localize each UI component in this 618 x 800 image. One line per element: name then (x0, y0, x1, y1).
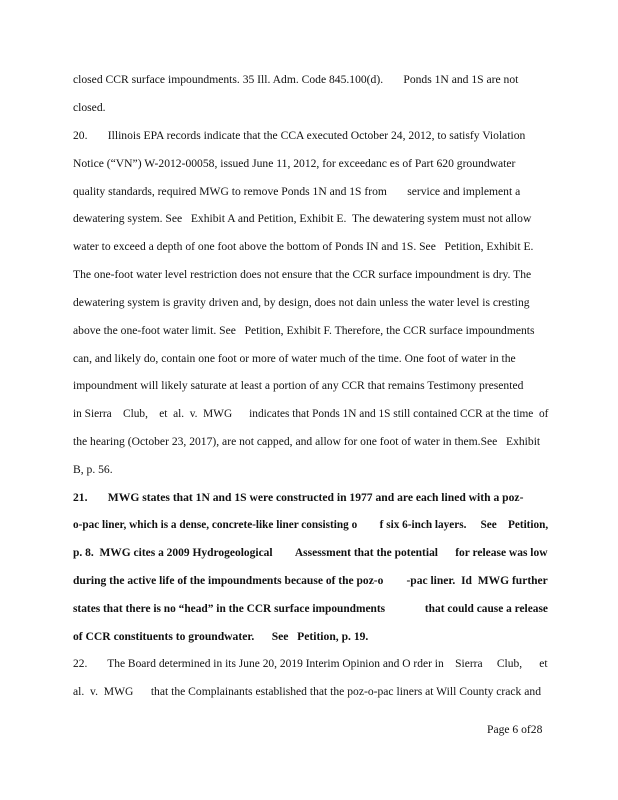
text-line: B, p. 56. (73, 463, 113, 476)
text-line: 22. The Board determined in its June 20, 2019 Interim Opinion and O rder in Sierra Club, et (73, 657, 548, 670)
text-line: closed. (73, 101, 106, 114)
text-line: Notice (“VN”) W-2012-00058, issued June 11, 2012, for exceedanc es of Part 620 groundwater (73, 157, 516, 170)
text-line: closed CCR surface impoundments. 35 Ill. Adm. Code 845.100(d). Ponds 1N and 1S are not (73, 73, 519, 86)
text-line: quality standards, required MWG to remove Ponds 1N and 1S from service and implement a (73, 185, 521, 198)
text-line: 21. MWG states that 1N and 1S were constructed in 1977 and are each lined with a poz- (73, 491, 524, 504)
text-line: can, and likely do, contain one foot or more of water much of the time. One foot of water in the (73, 352, 516, 365)
text-line: water to exceed a depth of one foot above the bottom of Ponds IN and 1S. See Petition, Exhibit E. (73, 240, 534, 253)
text-line: during the active life of the impoundments because of the poz-o -pac liner. Id MWG further (73, 574, 548, 587)
text-line: p. 8. MWG cites a 2009 Hydrogeological Assessment that the potential for release was low (73, 546, 548, 559)
text-line: impoundment will likely saturate at least a portion of any CCR that remains Testimony presented (73, 379, 524, 392)
text-line: of CCR constituents to groundwater. See Petition, p. 19. (73, 630, 369, 643)
page-number: Page 6 of28 (487, 723, 543, 736)
text-line: states that there is no “head” in the CCR surface impoundments that could cause a release (73, 602, 548, 615)
text-line: above the one-foot water limit. See Petition, Exhibit F. Therefore, the CCR surface impoundments (73, 324, 535, 337)
text-line: dewatering system is gravity driven and, by design, does not dain unless the water level is cresting (73, 296, 530, 309)
text-line: in Sierra Club, et al. v. MWG indicates that Ponds 1N and 1S still contained CCR at the time of (73, 407, 549, 420)
text-line: dewatering system. See Exhibit A and Petition, Exhibit E. The dewatering system must not allow (73, 212, 532, 225)
text-line: al. v. MWG that the Complainants established that the poz-o-pac liners at Will County crack and (73, 685, 541, 698)
text-line: The one-foot water level restriction does not ensure that the CCR surface impoundment is dry. The (73, 268, 532, 281)
text-line: the hearing (October 23, 2017), are not capped, and allow for one foot of water in them.See Exhibit (73, 435, 541, 448)
text-line: 20. Illinois EPA records indicate that the CCA executed October 24, 2012, to satisfy Violation (73, 129, 526, 142)
text-line: o-pac liner, which is a dense, concrete-like liner consisting o f six 6-inch layers. See Petition, (73, 518, 549, 531)
